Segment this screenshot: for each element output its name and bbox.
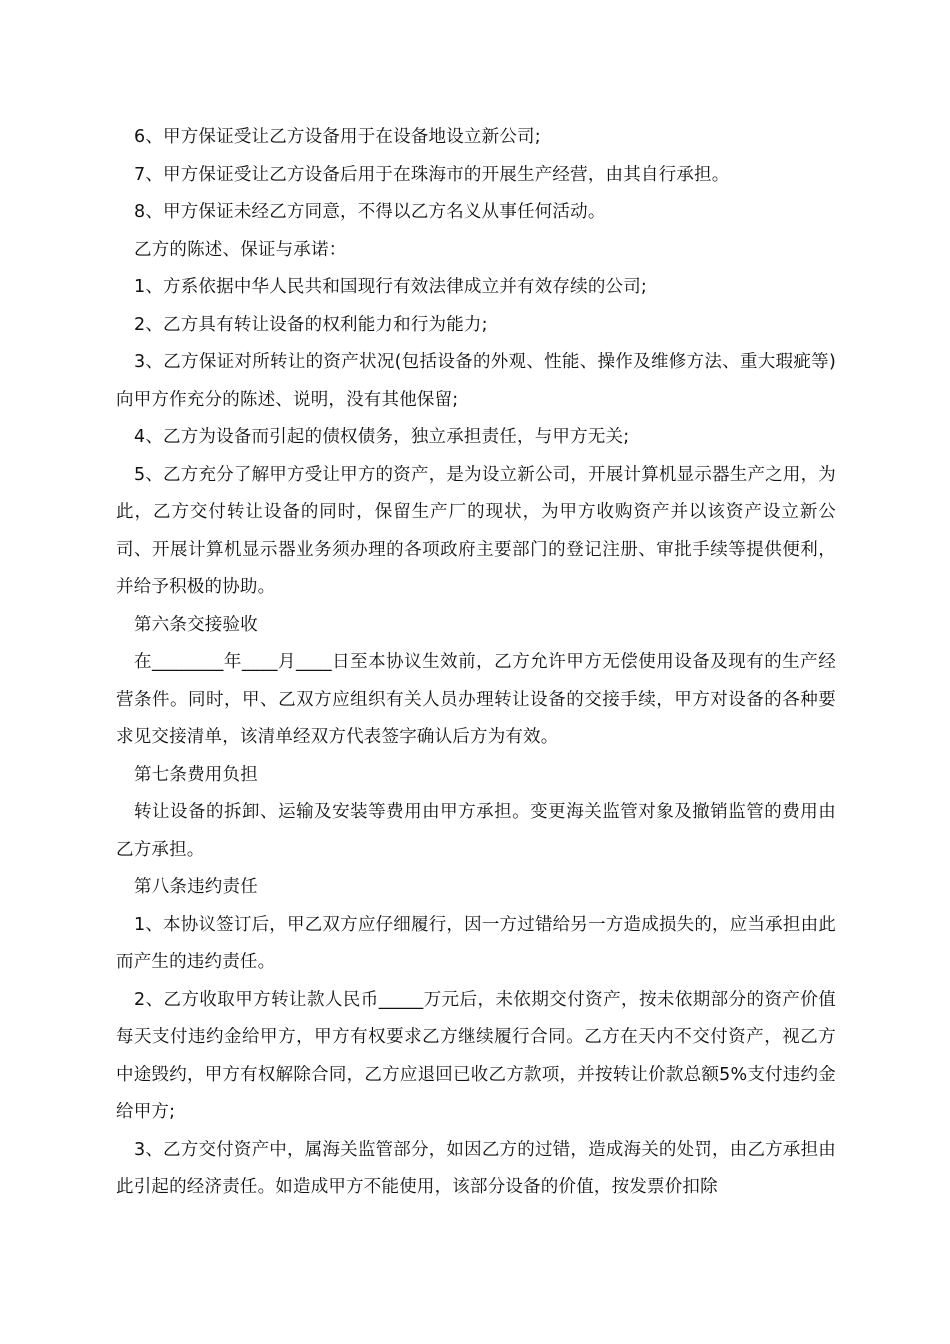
article-6-body: 在________年____月____日至本协议生效前，乙方允许甲方无偿使用设备及现有的生产经营条件。同时，甲、乙双方应组织有关人员办理转让设备的交接手续，甲方对设备的各种要求见交接清单，该清单经双方代表签字确认后方为有效。 [116, 652, 836, 747]
paragraph-clause-8: 8、甲方保证未经乙方同意，不得以乙方名义从事任何活动。 [134, 202, 606, 222]
article-6-heading: 第六条交接验收 [134, 614, 258, 635]
paragraph-party-b-5: 5、乙方充分了解甲方受让甲方的资产，是为设立新公司，开展计算机显示器生产之用，为此，乙方交付转让设备的同时，保留生产厂的现状，为甲方收购资产并以该资产设立新公司、开展计算机显示器业务须办理的各项政府主要部门的登记注册、审批手续等提供便利，并给予积极的协助。 [116, 464, 836, 597]
paragraph-party-b-3: 3、乙方保证对所转让的资产状况(包括设备的外观、性能、操作及维修方法、重大瑕疵等)向甲方作充分的陈述、说明，没有其他保留; [116, 352, 836, 410]
article-8-clause-1: 1、本协议签订后，甲乙双方应仔细履行，因一方过错给另一方造成损失的，应当承担由此而产生的违约责任。 [116, 914, 836, 972]
paragraph-party-b-4: 4、乙方为设备而引起的债权债务，独立承担责任，与甲方无关; [134, 427, 630, 447]
article-7-heading: 第七条费用负担 [134, 764, 258, 785]
article-8-clause-2: 2、乙方收取甲方转让款人民币_____万元后，未依期交付资产，按未依期部分的资产价值每天支付违约金给甲方，甲方有权要求乙方继续履行合同。乙方在天内不交付资产，视乙方中途毁约，甲方有权解除合同，乙方应退回已收乙方款项，并按转让价款总额5%支付违约金给甲方; [116, 989, 836, 1122]
article-8-clause-3: 3、乙方交付资产中，属海关监管部分，如因乙方的过错，造成海关的处罚，由乙方承担由此引起的经济责任。如造成甲方不能使用，该部分设备的价值，按发票价扣除 [116, 1139, 836, 1197]
paragraph-party-b-1: 1、方系依据中华人民共和国现行有效法律成立并有效存续的公司; [134, 277, 648, 297]
paragraph-party-b-2: 2、乙方具有转让设备的权利能力和行为能力; [134, 314, 488, 335]
document-body [116, 119, 836, 1207]
paragraph-clause-7: 7、甲方保证受让乙方设备后用于在珠海市的开展生产经营，由其自行承担。 [134, 164, 730, 185]
section-heading-party-b-representations: 乙方的陈述、保证与承诺： [134, 239, 347, 260]
article-7-body: 转让设备的拆卸、运输及安装等费用由甲方承担。变更海关监管对象及撤销监管的费用由乙方承担。 [116, 802, 836, 860]
article-8-heading: 第八条违约责任 [134, 877, 258, 897]
paragraph-clause-6: 6、甲方保证受让乙方设备用于在设备地设立新公司; [134, 127, 541, 147]
